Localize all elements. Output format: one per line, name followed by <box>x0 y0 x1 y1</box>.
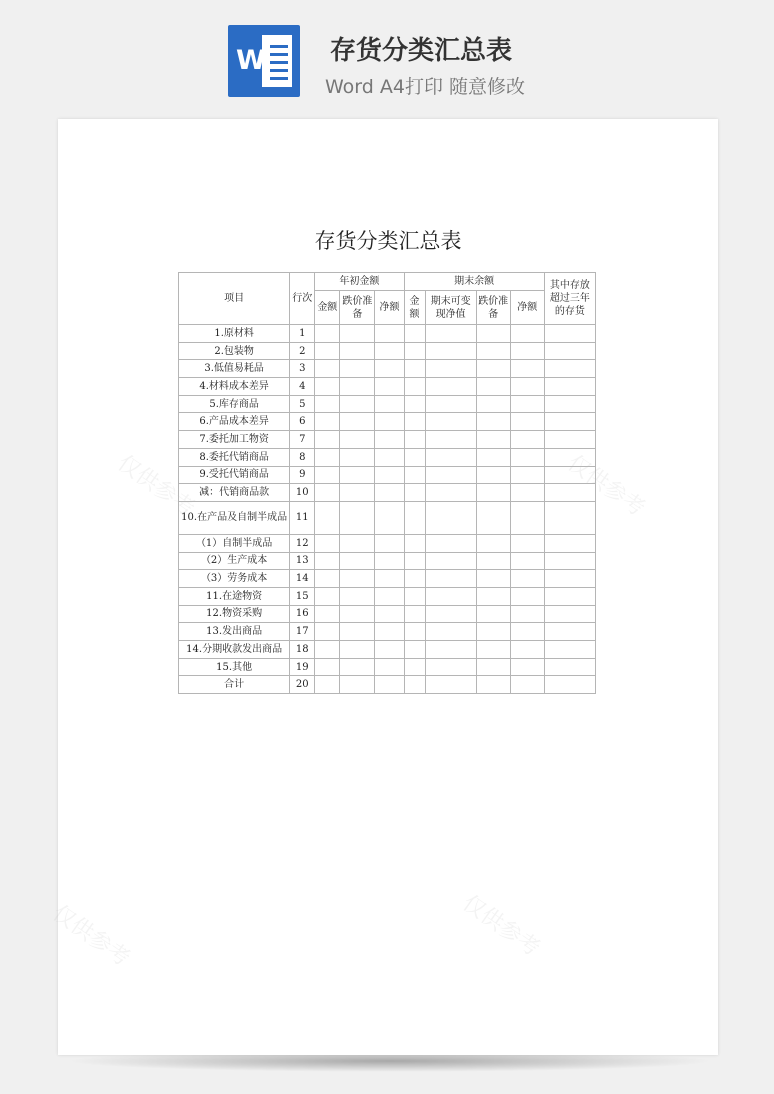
row-item: 合计 <box>179 676 290 694</box>
empty-cell <box>425 342 476 360</box>
watermark: 仅供参考 <box>562 450 650 522</box>
empty-cell <box>510 360 544 378</box>
empty-cell <box>404 448 425 466</box>
empty-cell <box>544 360 595 378</box>
empty-cell <box>476 570 510 588</box>
empty-cell <box>404 605 425 623</box>
empty-cell <box>544 325 595 343</box>
empty-cell <box>315 623 340 641</box>
empty-cell <box>425 552 476 570</box>
empty-cell <box>315 658 340 676</box>
empty-cell <box>544 587 595 605</box>
empty-cell <box>375 413 404 431</box>
empty-cell <box>510 395 544 413</box>
row-line-no: 4 <box>290 378 315 396</box>
row-line-no: 6 <box>290 413 315 431</box>
row-item: 8.委托代销商品 <box>179 448 290 466</box>
empty-cell <box>375 552 404 570</box>
empty-cell <box>510 501 544 534</box>
row-item: 7.委托加工物资 <box>179 431 290 449</box>
table-row <box>179 413 596 431</box>
table-row <box>179 325 596 343</box>
empty-cell <box>544 552 595 570</box>
empty-cell <box>315 605 340 623</box>
row-item: （1）自制半成品 <box>179 534 290 552</box>
table-row <box>179 641 596 659</box>
row-item: 6.产品成本差异 <box>179 413 290 431</box>
empty-cell <box>340 378 375 396</box>
empty-cell <box>315 378 340 396</box>
row-item: 13.发出商品 <box>179 623 290 641</box>
empty-cell <box>510 623 544 641</box>
table-row <box>179 676 596 694</box>
row-item: 3.低值易耗品 <box>179 360 290 378</box>
row-item: 减：代销商品款 <box>179 484 290 502</box>
empty-cell <box>375 623 404 641</box>
empty-cell <box>315 395 340 413</box>
row-line-no: 3 <box>290 360 315 378</box>
empty-cell <box>375 676 404 694</box>
empty-cell <box>375 466 404 484</box>
empty-cell <box>315 448 340 466</box>
empty-cell <box>375 570 404 588</box>
row-line-no: 8 <box>290 448 315 466</box>
empty-cell <box>340 641 375 659</box>
table-row <box>179 342 596 360</box>
table-row <box>179 501 596 534</box>
empty-cell <box>375 431 404 449</box>
empty-cell <box>476 342 510 360</box>
header-over-three-years: 其中存放超过三年的存货 <box>544 273 595 325</box>
empty-cell <box>340 605 375 623</box>
row-item: 10.在产品及自制半成品 <box>179 501 290 534</box>
row-line-no: 12 <box>290 534 315 552</box>
empty-cell <box>315 641 340 659</box>
empty-cell <box>510 484 544 502</box>
empty-cell <box>315 413 340 431</box>
table-row <box>179 605 596 623</box>
empty-cell <box>315 360 340 378</box>
empty-cell <box>476 658 510 676</box>
empty-cell <box>375 342 404 360</box>
empty-cell <box>340 587 375 605</box>
empty-cell <box>544 641 595 659</box>
empty-cell <box>404 378 425 396</box>
empty-cell <box>544 570 595 588</box>
empty-cell <box>375 378 404 396</box>
header-line-no: 行次 <box>290 273 315 325</box>
empty-cell <box>404 658 425 676</box>
empty-cell <box>425 448 476 466</box>
row-line-no: 7 <box>290 431 315 449</box>
empty-cell <box>315 534 340 552</box>
table-row <box>179 378 596 396</box>
empty-cell <box>510 431 544 449</box>
table-row <box>179 534 596 552</box>
empty-cell <box>510 378 544 396</box>
empty-cell <box>510 605 544 623</box>
empty-cell <box>404 342 425 360</box>
empty-cell <box>340 534 375 552</box>
empty-cell <box>340 658 375 676</box>
header-begin-amount: 年初金额 <box>315 273 404 291</box>
empty-cell <box>425 466 476 484</box>
empty-cell <box>404 587 425 605</box>
empty-cell <box>375 641 404 659</box>
empty-cell <box>425 605 476 623</box>
row-item: 12.物资采购 <box>179 605 290 623</box>
empty-cell <box>375 587 404 605</box>
empty-cell <box>375 534 404 552</box>
empty-cell <box>510 448 544 466</box>
inventory-table <box>178 272 596 694</box>
word-icon <box>228 25 300 97</box>
empty-cell <box>315 676 340 694</box>
table-row <box>179 552 596 570</box>
row-line-no: 5 <box>290 395 315 413</box>
empty-cell <box>510 534 544 552</box>
watermark: 仅供参考 <box>112 450 200 522</box>
row-item: 15.其他 <box>179 658 290 676</box>
table-row <box>179 623 596 641</box>
empty-cell <box>340 413 375 431</box>
row-line-no: 2 <box>290 342 315 360</box>
empty-cell <box>510 325 544 343</box>
row-line-no: 18 <box>290 641 315 659</box>
table-row <box>179 431 596 449</box>
row-line-no: 1 <box>290 325 315 343</box>
empty-cell <box>315 587 340 605</box>
row-line-no: 19 <box>290 658 315 676</box>
word-logo-letter: W <box>236 45 266 76</box>
empty-cell <box>476 605 510 623</box>
header-begin-amount-value: 金额 <box>315 291 340 325</box>
empty-cell <box>544 448 595 466</box>
page-header <box>0 0 774 110</box>
header-end-net: 净额 <box>510 291 544 325</box>
table-row <box>179 570 596 588</box>
empty-cell <box>404 623 425 641</box>
empty-cell <box>510 587 544 605</box>
empty-cell <box>340 325 375 343</box>
empty-cell <box>425 325 476 343</box>
row-item: 1.原材料 <box>179 325 290 343</box>
empty-cell <box>544 395 595 413</box>
empty-cell <box>425 395 476 413</box>
empty-cell <box>544 658 595 676</box>
empty-cell <box>544 501 595 534</box>
empty-cell <box>425 623 476 641</box>
empty-cell <box>340 448 375 466</box>
table-row <box>179 658 596 676</box>
empty-cell <box>375 484 404 502</box>
header-item: 项目 <box>179 273 290 325</box>
empty-cell <box>404 325 425 343</box>
empty-cell <box>404 413 425 431</box>
empty-cell <box>425 484 476 502</box>
table-row <box>179 484 596 502</box>
header-title: 存货分类汇总表 <box>330 36 513 66</box>
empty-cell <box>476 676 510 694</box>
empty-cell <box>315 431 340 449</box>
empty-cell <box>476 641 510 659</box>
empty-cell <box>476 413 510 431</box>
table-row <box>179 360 596 378</box>
empty-cell <box>544 623 595 641</box>
row-line-no: 16 <box>290 605 315 623</box>
empty-cell <box>404 570 425 588</box>
empty-cell <box>425 360 476 378</box>
empty-cell <box>340 342 375 360</box>
empty-cell <box>404 534 425 552</box>
header-end-impairment: 跌价准备 <box>476 291 510 325</box>
empty-cell <box>510 413 544 431</box>
empty-cell <box>340 552 375 570</box>
empty-cell <box>425 501 476 534</box>
empty-cell <box>510 658 544 676</box>
table-row <box>179 466 596 484</box>
empty-cell <box>476 431 510 449</box>
empty-cell <box>375 325 404 343</box>
header-subtitle: Word A4打印 随意修改 <box>325 76 526 98</box>
empty-cell <box>340 360 375 378</box>
empty-cell <box>315 466 340 484</box>
empty-cell <box>425 413 476 431</box>
row-line-no: 14 <box>290 570 315 588</box>
empty-cell <box>340 466 375 484</box>
empty-cell <box>340 623 375 641</box>
empty-cell <box>404 466 425 484</box>
empty-cell <box>476 325 510 343</box>
empty-cell <box>476 360 510 378</box>
empty-cell <box>315 570 340 588</box>
empty-cell <box>425 534 476 552</box>
row-line-no: 9 <box>290 466 315 484</box>
empty-cell <box>375 658 404 676</box>
row-item: 14.分期收款发出商品 <box>179 641 290 659</box>
watermark: 仅供参考 <box>47 900 135 972</box>
empty-cell <box>510 641 544 659</box>
header-begin-impairment: 跌价准备 <box>340 291 375 325</box>
empty-cell <box>544 534 595 552</box>
empty-cell <box>375 501 404 534</box>
empty-cell <box>404 641 425 659</box>
empty-cell <box>404 501 425 534</box>
empty-cell <box>404 552 425 570</box>
empty-cell <box>315 342 340 360</box>
row-line-no: 20 <box>290 676 315 694</box>
empty-cell <box>315 552 340 570</box>
empty-cell <box>476 395 510 413</box>
table-row <box>179 395 596 413</box>
empty-cell <box>315 501 340 534</box>
header-end-realizable: 期末可变现净值 <box>425 291 476 325</box>
document-title: 存货分类汇总表 <box>314 229 462 253</box>
empty-cell <box>340 501 375 534</box>
empty-cell <box>340 395 375 413</box>
empty-cell <box>476 448 510 466</box>
empty-cell <box>544 605 595 623</box>
row-item: 9.受托代销商品 <box>179 466 290 484</box>
empty-cell <box>544 431 595 449</box>
empty-cell <box>544 413 595 431</box>
header-begin-net: 净额 <box>375 291 404 325</box>
header-end-balance: 期末余额 <box>404 273 544 291</box>
row-line-no: 11 <box>290 501 315 534</box>
empty-cell <box>404 395 425 413</box>
empty-cell <box>375 448 404 466</box>
empty-cell <box>425 570 476 588</box>
empty-cell <box>375 605 404 623</box>
empty-cell <box>476 501 510 534</box>
empty-cell <box>544 466 595 484</box>
empty-cell <box>340 570 375 588</box>
empty-cell <box>404 484 425 502</box>
empty-cell <box>476 484 510 502</box>
empty-cell <box>340 676 375 694</box>
empty-cell <box>510 676 544 694</box>
empty-cell <box>340 484 375 502</box>
empty-cell <box>544 676 595 694</box>
empty-cell <box>544 378 595 396</box>
empty-cell <box>544 342 595 360</box>
table-row <box>179 587 596 605</box>
empty-cell <box>510 570 544 588</box>
row-item: 11.在途物资 <box>179 587 290 605</box>
empty-cell <box>425 641 476 659</box>
row-line-no: 13 <box>290 552 315 570</box>
row-item: 4.材料成本差异 <box>179 378 290 396</box>
empty-cell <box>425 587 476 605</box>
empty-cell <box>510 552 544 570</box>
empty-cell <box>404 360 425 378</box>
document-page <box>47 119 718 1055</box>
empty-cell <box>404 431 425 449</box>
table-row <box>179 448 596 466</box>
empty-cell <box>315 325 340 343</box>
empty-cell <box>476 587 510 605</box>
row-item: （2）生产成本 <box>179 552 290 570</box>
row-line-no: 15 <box>290 587 315 605</box>
empty-cell <box>375 395 404 413</box>
row-item: 5.库存商品 <box>179 395 290 413</box>
row-line-no: 10 <box>290 484 315 502</box>
empty-cell <box>544 484 595 502</box>
empty-cell <box>476 623 510 641</box>
empty-cell <box>510 466 544 484</box>
watermark: 仅供参考 <box>457 890 545 962</box>
empty-cell <box>476 552 510 570</box>
empty-cell <box>476 534 510 552</box>
header-end-amount-value: 金额 <box>404 291 425 325</box>
empty-cell <box>510 342 544 360</box>
empty-cell <box>315 484 340 502</box>
empty-cell <box>404 676 425 694</box>
empty-cell <box>425 431 476 449</box>
empty-cell <box>476 378 510 396</box>
row-line-no: 17 <box>290 623 315 641</box>
empty-cell <box>476 466 510 484</box>
row-item: 2.包装物 <box>179 342 290 360</box>
empty-cell <box>425 378 476 396</box>
empty-cell <box>375 360 404 378</box>
row-item: （3）劳务成本 <box>179 570 290 588</box>
empty-cell <box>340 431 375 449</box>
empty-cell <box>425 676 476 694</box>
empty-cell <box>425 658 476 676</box>
